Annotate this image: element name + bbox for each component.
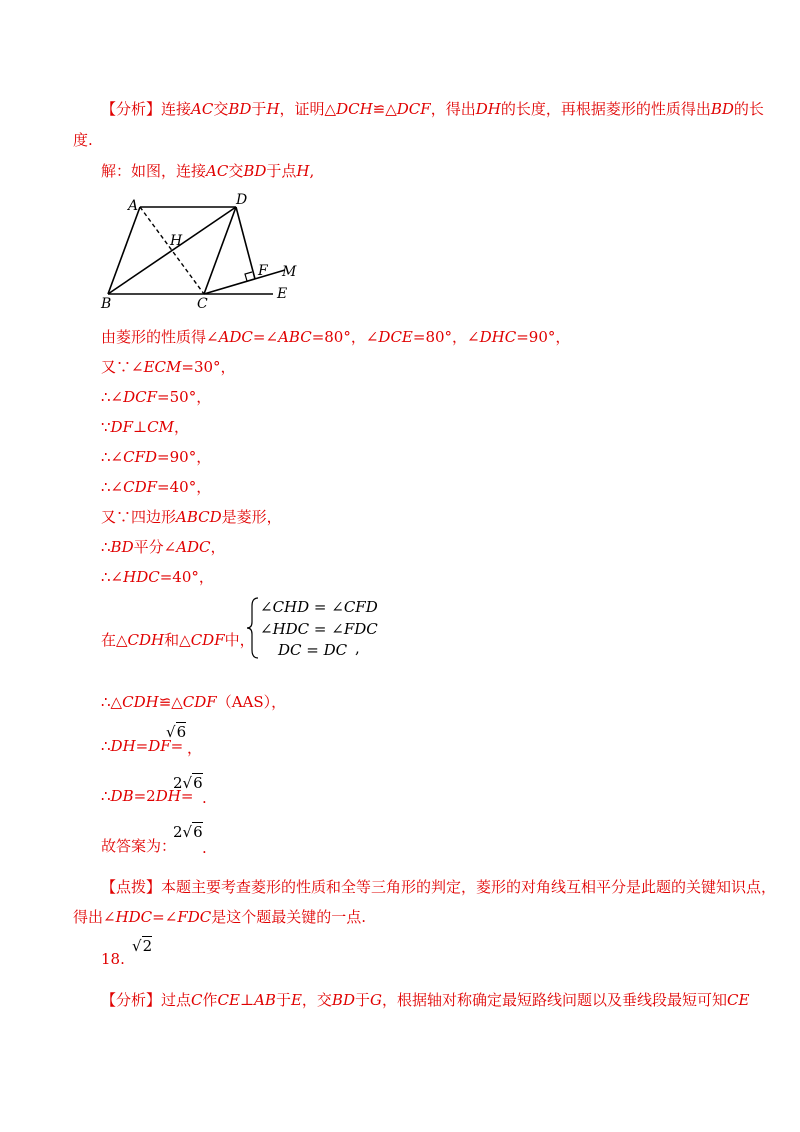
segment-df [236, 207, 255, 279]
system-prefix [101, 630, 255, 650]
step-text: =80°，∠ [412, 328, 480, 346]
sqrt-symbol: √ [132, 937, 142, 955]
answer-text: . [202, 839, 207, 857]
segment-name: DF [110, 418, 133, 436]
conclusion-1 [101, 692, 286, 712]
analysis-text: 过点 [161, 991, 192, 1009]
step-text: 又∵四边形 [101, 508, 177, 526]
angle-name: CDF [123, 478, 158, 496]
segment-ac: AC [191, 100, 214, 118]
coefficient: 2 [173, 823, 183, 841]
solution-text: 交 [228, 162, 244, 180]
segment-bd: BD [331, 991, 355, 1009]
conclusion-text: ≌△ [158, 693, 183, 711]
equation: DC = DC [278, 641, 348, 659]
conclusion-text: = [135, 737, 149, 755]
solution-text: 解：如图，连接 [101, 162, 207, 180]
step-2 [101, 357, 236, 377]
conclusion-text: ∴ [101, 737, 111, 755]
conclusion-2-end [187, 738, 202, 758]
radicand: 2 [142, 937, 153, 955]
point-c: C [191, 991, 203, 1009]
analysis-text: 的长度，再根据菱形的性质得出 [500, 100, 711, 118]
coefficient: 2 [173, 774, 183, 792]
angle-name: ABC [278, 328, 312, 346]
step-text: =80°，∠ [311, 328, 379, 346]
segment-name: BD [110, 538, 134, 556]
step-text: 是菱形， [221, 508, 282, 526]
step-text: ， [210, 538, 226, 556]
step-8 [101, 537, 226, 557]
angle-name: DCF [123, 388, 158, 406]
equation: ∠HDC = ∠FDC [260, 620, 378, 638]
system-row-1 [260, 597, 378, 617]
segment-name: DF [148, 737, 171, 755]
step-7 [101, 507, 282, 527]
label-d: D [236, 192, 248, 208]
equation: ∠CHD = ∠CFD [260, 598, 378, 616]
point-e: E [290, 991, 302, 1009]
diagonal-bd [108, 207, 236, 294]
segment-name: DH [110, 737, 136, 755]
analysis-text: 度. [73, 131, 93, 149]
conclusion-text: ∴△ [101, 693, 123, 711]
segment-name: DH [155, 787, 181, 805]
triangle-name: CDH [127, 631, 165, 649]
side-ab [108, 207, 140, 294]
system-row-3 [278, 640, 347, 660]
system-text: 和△ [164, 631, 191, 649]
step-3 [101, 387, 211, 407]
angle-name: ADC [176, 538, 211, 556]
sqrt-6-c [173, 822, 203, 842]
conclusion-text: . [202, 789, 207, 807]
segment-bd: BD [710, 100, 734, 118]
segment-ac: AC [206, 162, 229, 180]
question-number: 18. [101, 950, 125, 968]
analysis-line-2 [73, 130, 93, 150]
label-m: M [282, 264, 297, 280]
label-h: H [170, 233, 183, 249]
radicand: 6 [193, 823, 203, 841]
solution-intro [101, 161, 314, 181]
analysis-text: ，交 [301, 991, 332, 1009]
segment-dh: DH [475, 100, 501, 118]
step-5 [101, 447, 211, 467]
rhombus-figure [95, 190, 315, 312]
system-text: 在△ [101, 631, 128, 649]
step-text: ∵ [101, 418, 111, 436]
analysis-tag: 【分析】 [101, 991, 162, 1009]
conclusion-text: ， [187, 739, 203, 757]
sqrt-symbol: √ [166, 723, 176, 741]
triangle-dcf: DCF [396, 100, 431, 118]
conclusion-text: = [170, 737, 184, 755]
angle-name: DHC [479, 328, 517, 346]
point-g: G [370, 991, 382, 1009]
radicand: 6 [193, 774, 203, 792]
segment-ce: CE [727, 991, 750, 1009]
step-text: =90°， [516, 328, 571, 346]
step-6 [101, 477, 211, 497]
step-text: =50°， [157, 388, 212, 406]
analysis-text: ，根据轴对称确定最短路线问题以及垂线段最短可知 [381, 991, 727, 1009]
conclusion-text: （AAS）， [216, 693, 287, 711]
step-text: ∴∠ [101, 568, 124, 586]
angle-name: DCE [378, 328, 413, 346]
system-suffix [355, 638, 360, 658]
solution-text: , [309, 162, 315, 180]
label-a: A [128, 198, 139, 214]
answer-end [202, 838, 207, 858]
system-brace [246, 596, 260, 660]
sqrt-symbol: √ [182, 774, 193, 792]
conclusion-text: =2 [133, 787, 156, 805]
step-4 [101, 417, 189, 437]
segment-ce: CE [217, 991, 240, 1009]
analysis-tag: 【分析】 [101, 100, 162, 118]
analysis-text: ，得出 [430, 100, 476, 118]
analysis-text: 连接 [161, 100, 192, 118]
step-text: 平分∠ [133, 538, 177, 556]
system-text: 中， [224, 631, 255, 649]
analysis-text: 于 [251, 100, 267, 118]
step-text: ∴∠ [101, 448, 124, 466]
step-text: ⊥ [132, 418, 148, 436]
analysis-text: ⊥ [239, 991, 255, 1009]
analysis-text: 的长 [733, 100, 764, 118]
step-text: 由菱形的性质得∠ [101, 328, 219, 346]
system-row-2 [260, 619, 378, 639]
comment-line-2 [73, 907, 366, 927]
step-9 [101, 567, 214, 587]
triangle-name: CDH [122, 693, 159, 711]
sqrt-6-a [166, 722, 186, 742]
conclusion-3-end [202, 788, 207, 808]
comment-text: 得出∠ [73, 908, 116, 926]
analysis-line-1 [101, 99, 764, 119]
label-b: B [101, 296, 112, 312]
label-f: F [258, 263, 268, 279]
analysis-text: ≌△ [372, 100, 397, 118]
conclusion-text: = [180, 787, 194, 805]
angle-name: ECM [143, 358, 182, 376]
point-h: H [266, 100, 280, 118]
sqrt-6-b [173, 773, 203, 793]
segment-ab: AB [254, 991, 276, 1009]
question-18-answer [132, 936, 152, 956]
point-h: H [296, 162, 310, 180]
comment-text: 本题主要考查菱形的性质和全等三角形的判定，菱形的对角线互相平分是此题的关键知识点， [161, 878, 777, 896]
angle-name: CFD [123, 448, 158, 466]
analysis-2 [101, 990, 749, 1010]
triangle-name: CDF [190, 631, 225, 649]
analysis-text: ，证明△ [279, 100, 337, 118]
analysis-text: 于 [354, 991, 370, 1009]
step-text: =40°， [157, 478, 212, 496]
comment-text: =∠ [152, 908, 178, 926]
shape-name: ABCD [176, 508, 222, 526]
analysis-text: 交 [213, 100, 229, 118]
segment-name: DB [110, 787, 134, 805]
triangle-dch: DCH [336, 100, 373, 118]
analysis-text: 于 [275, 991, 291, 1009]
radicand: 6 [176, 723, 187, 741]
side-dc [204, 207, 236, 294]
comment-text: 是这个题最关键的一点. [211, 908, 367, 926]
step-text: ∴∠ [101, 388, 124, 406]
step-text: ， [173, 418, 189, 436]
angle-name: HDC [115, 908, 153, 926]
segment-name: CM [147, 418, 174, 436]
segment-bd: BD [243, 162, 267, 180]
step-text: =40°， [159, 568, 214, 586]
step-text: =90°， [157, 448, 212, 466]
conclusion-text: ∴ [101, 787, 111, 805]
solution-text: 于点 [266, 162, 297, 180]
answer-line [101, 836, 176, 856]
sqrt-symbol: √ [182, 823, 193, 841]
step-text: ∴∠ [101, 478, 124, 496]
step-text: 又∵∠ [101, 358, 144, 376]
angle-name: FDC [177, 908, 212, 926]
triangle-name: CDF [182, 693, 217, 711]
analysis-text: 作 [202, 991, 218, 1009]
comment-line-1 [101, 877, 776, 897]
step-text: ∴ [101, 538, 111, 556]
angle-name: HDC [123, 568, 160, 586]
question-18-number [101, 949, 125, 969]
angle-name: ADC [218, 328, 253, 346]
comment-tag: 【点拨】 [101, 878, 162, 896]
segment-bd: BD [228, 100, 252, 118]
label-c: C [197, 296, 208, 312]
system-text: , [355, 639, 360, 657]
step-1 [101, 327, 570, 347]
label-e: E [277, 286, 288, 302]
step-text: =30°， [181, 358, 236, 376]
answer-text: 故答案为： [101, 837, 177, 855]
step-text: =∠ [252, 328, 279, 346]
